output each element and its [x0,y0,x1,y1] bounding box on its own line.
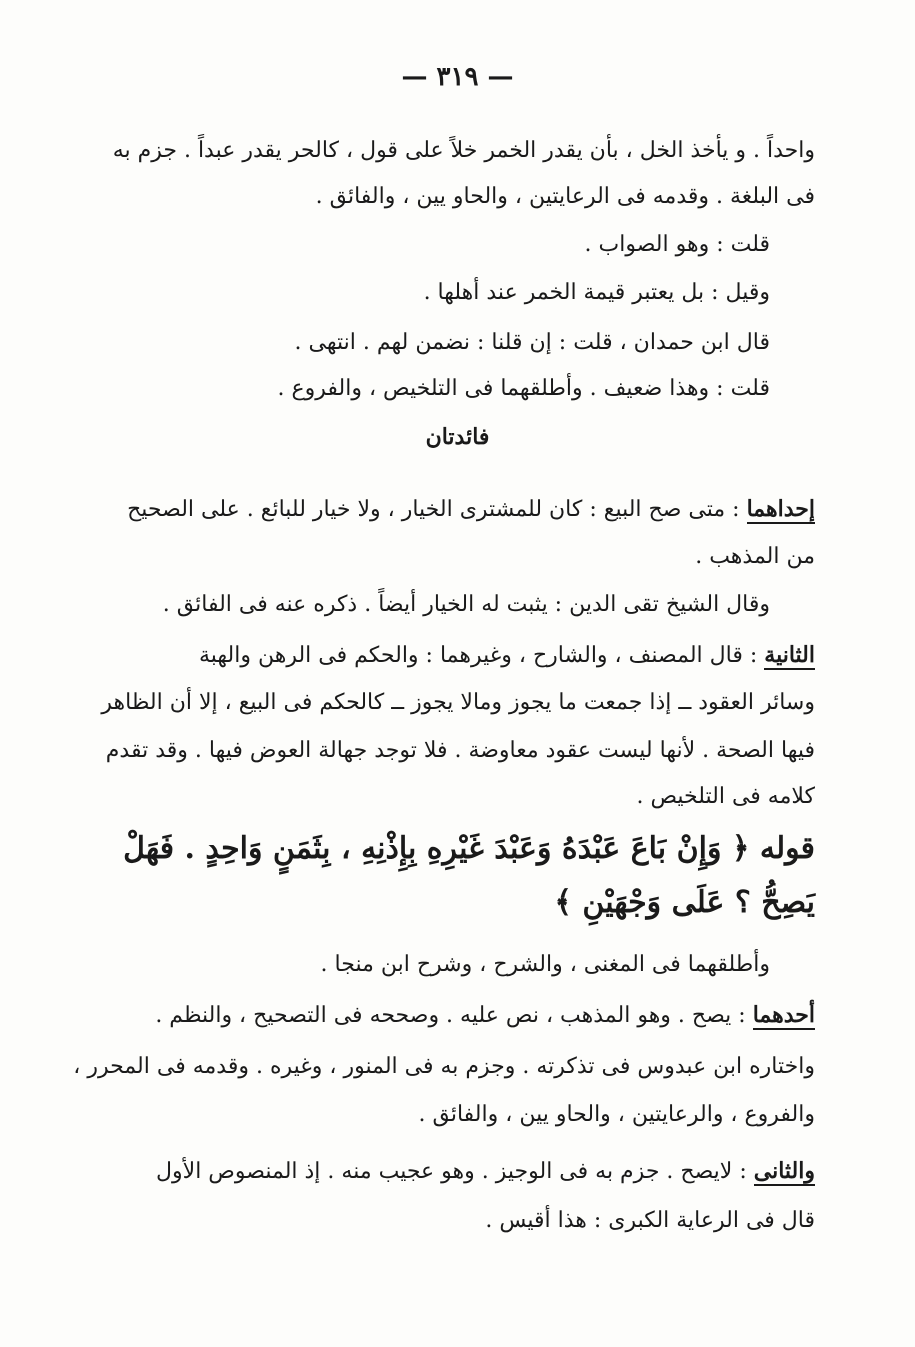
text-span: : لايصح . جزم به فى الوجيز . وهو عجيب منه . إذ المنصوص الأول [156,1159,747,1184]
term-label: إحداهما [746,496,815,522]
text-line: فيها الصحة . لأنها ليست عقود معاوضة . فلا توجد جهالة العوض فيها . وقد تقدم [105,738,815,763]
text-line [95,1144,815,1199]
text-line: قلت : وهو الصواب . [584,232,770,257]
text-line: وقال الشيخ تقى الدين : يثبت له الخيار أيضاً . ذكره عنه فى الفائق . [162,592,770,617]
quote-text: ﴿ وَإِنْ بَاعَ عَبْدَهُ وَعَبْدَ غَيْرِهِ بِإِذْنِهِ ، بِثَمَنٍ وَاحِدٍ . فَهَلْ [123,831,750,866]
text-line: وقيل : بل يعتبر قيمة الخمر عند أهلها . [423,280,770,305]
quote-line [95,822,815,876]
text-span: : قال المصنف ، والشارح ، وغيرهما : والحكم فى الرهن والهبة [198,643,758,668]
text-line [95,482,815,537]
text-line: كلامه فى التلخيص . [636,784,815,809]
text-line: من المذهب . [695,544,815,569]
quote-label: قوله [759,831,815,866]
text-span: : يصح . وهو المذهب ، نص عليه . وصححه فى التصحيح ، والنظم . [155,1003,746,1028]
term-label: أحدهما [752,1002,815,1028]
text-line: وأطلقهما فى المغنى ، والشرح ، وشرح ابن منجا . [320,952,770,977]
term-label: والثانى [753,1158,815,1184]
page-number: — ٣١٩ — [401,62,514,92]
text-line [95,628,815,683]
text-line: واحداً . و يأخذ الخل ، بأن يقدر الخمر خلاً على قول ، كالحر يقدر عبداً . جزم به [112,138,815,163]
text-line: والفروع ، والرعايتين ، والحاو يين ، والفائق . [418,1102,815,1127]
text-line: قال فى الرعاية الكبرى : هذا أقيس . [485,1208,815,1233]
text-line [95,988,815,1043]
term-label: الثانية [764,642,815,668]
text-line: فى البلغة . وقدمه فى الرعايتين ، والحاو يين ، والفائق . [315,184,815,209]
text-line: واختاره ابن عبدوس فى تذكرته . وجزم به فى المنور ، وغيره . وقدمه فى المحرر ، [73,1054,815,1079]
text-span: : متى صح البيع : كان للمشترى الخيار ، ولا خيار للبائع . على الصحيح [127,497,740,522]
text-line: قلت : وهذا ضعيف . وأطلقهما فى التلخيص ، والفروع . [277,376,770,401]
quote-line: يَصِحُّ ؟ عَلَى وَجْهَيْنِ ﴾ [554,885,815,920]
text-line: وسائر العقود ــ إذا جمعت ما يجوز ومالا يجوز ــ كالحكم فى البيع ، إلا أن الظاهر [101,690,815,715]
text-line: قال ابن حمدان ، قلت : إن قلنا : نضمن لهم . انتهى . [294,330,770,355]
section-heading: فائدتان [425,424,490,450]
